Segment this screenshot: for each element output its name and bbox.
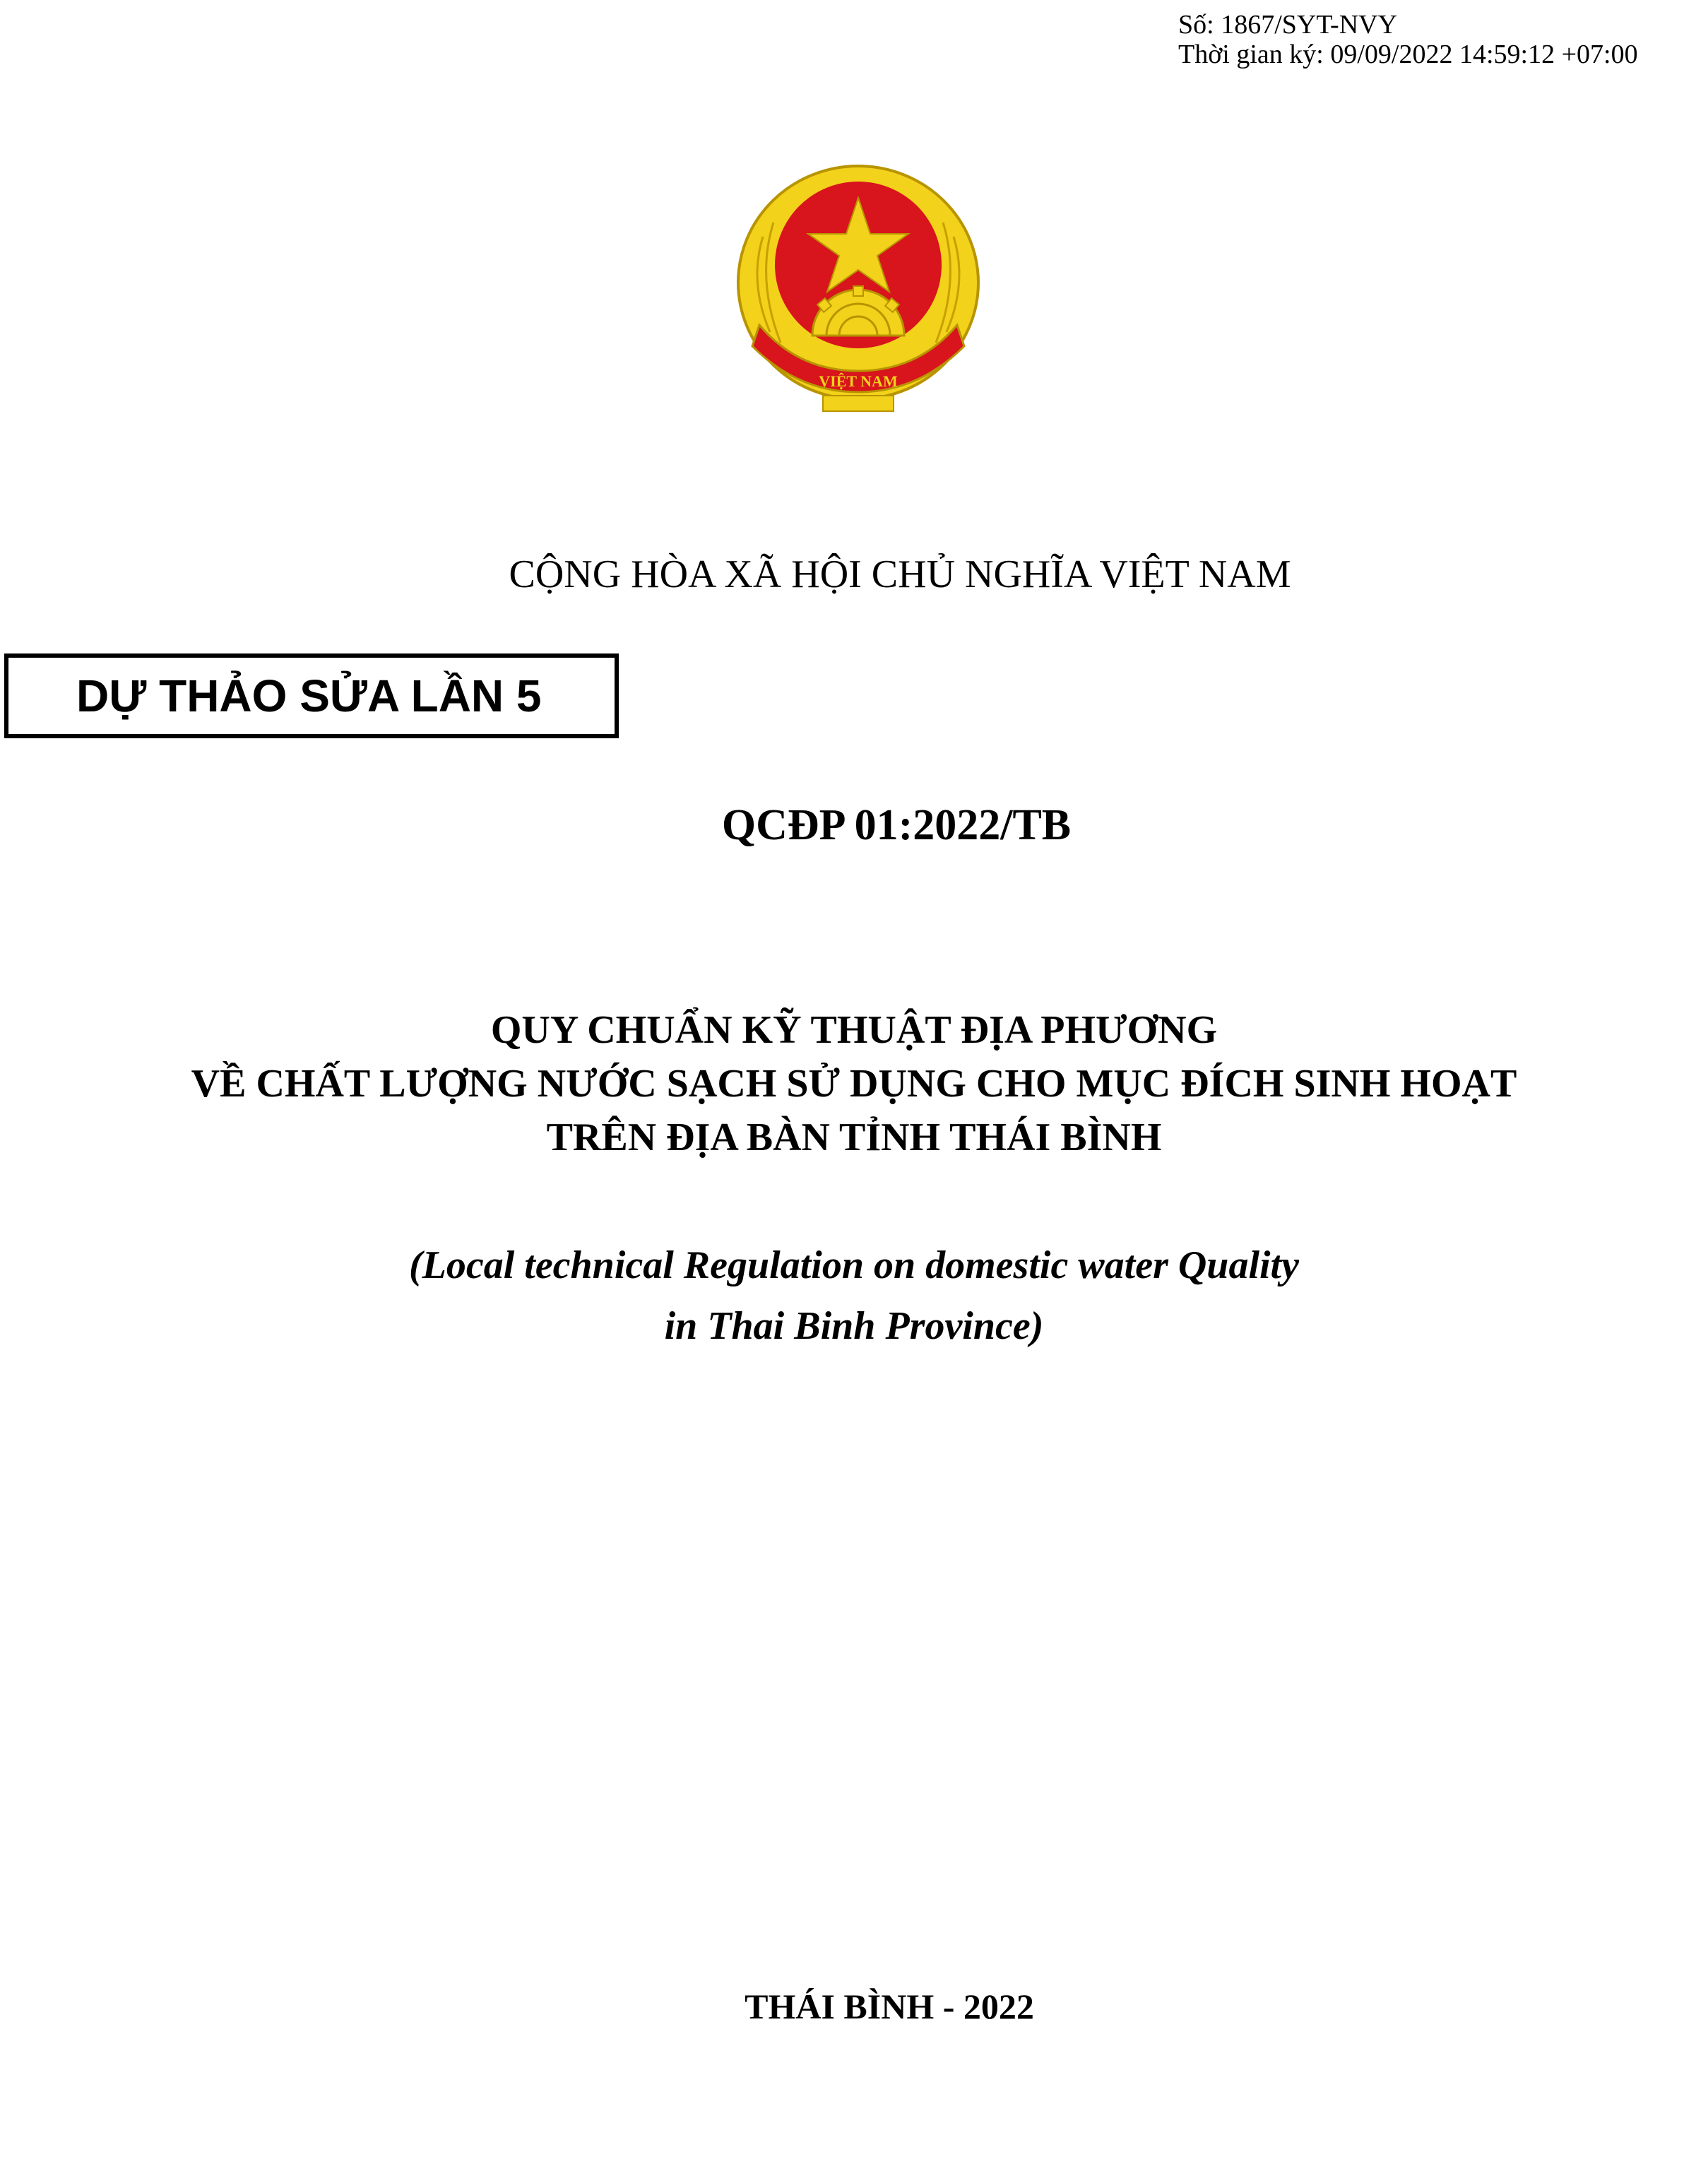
national-emblem-icon — [720, 159, 996, 420]
english-subtitle — [0, 1235, 1708, 1356]
digital-signature-block — [1178, 10, 1638, 69]
title-line: VỀ CHẤT LƯỢNG NƯỚC SẠCH SỬ DỤNG CHO MỤC ĐÍCH SINH HOẠT — [191, 1062, 1517, 1106]
subtitle-line: in Thai Binh Province) — [664, 1304, 1044, 1348]
republic-heading: CỘNG HÒA XÃ HỘI CHỦ NGHĨA VIỆT NAM — [509, 552, 1291, 596]
signed-time: Thời gian ký: 09/09/2022 14:59:12 +07:00 — [1178, 40, 1638, 69]
document-number: Số: 1867/SYT-NVY — [1178, 10, 1398, 40]
place-year: THÁI BÌNH - 2022 — [745, 1987, 1034, 2026]
document-code: QCĐP 01:2022/TB — [721, 801, 1072, 849]
subtitle-line: (Local technical Regulation on domestic water Quality — [409, 1243, 1299, 1287]
draft-label: DỰ THẢO SỬA LẦN 5 — [76, 670, 542, 721]
document-title — [0, 1003, 1708, 1164]
emblem-ribbon-text: VIỆT NAM — [819, 372, 898, 390]
title-line: TRÊN ĐỊA BÀN TỈNH THÁI BÌNH — [546, 1116, 1162, 1159]
title-line: QUY CHUẨN KỸ THUẬT ĐỊA PHƯƠNG — [490, 1008, 1218, 1052]
draft-label-box — [4, 653, 619, 738]
